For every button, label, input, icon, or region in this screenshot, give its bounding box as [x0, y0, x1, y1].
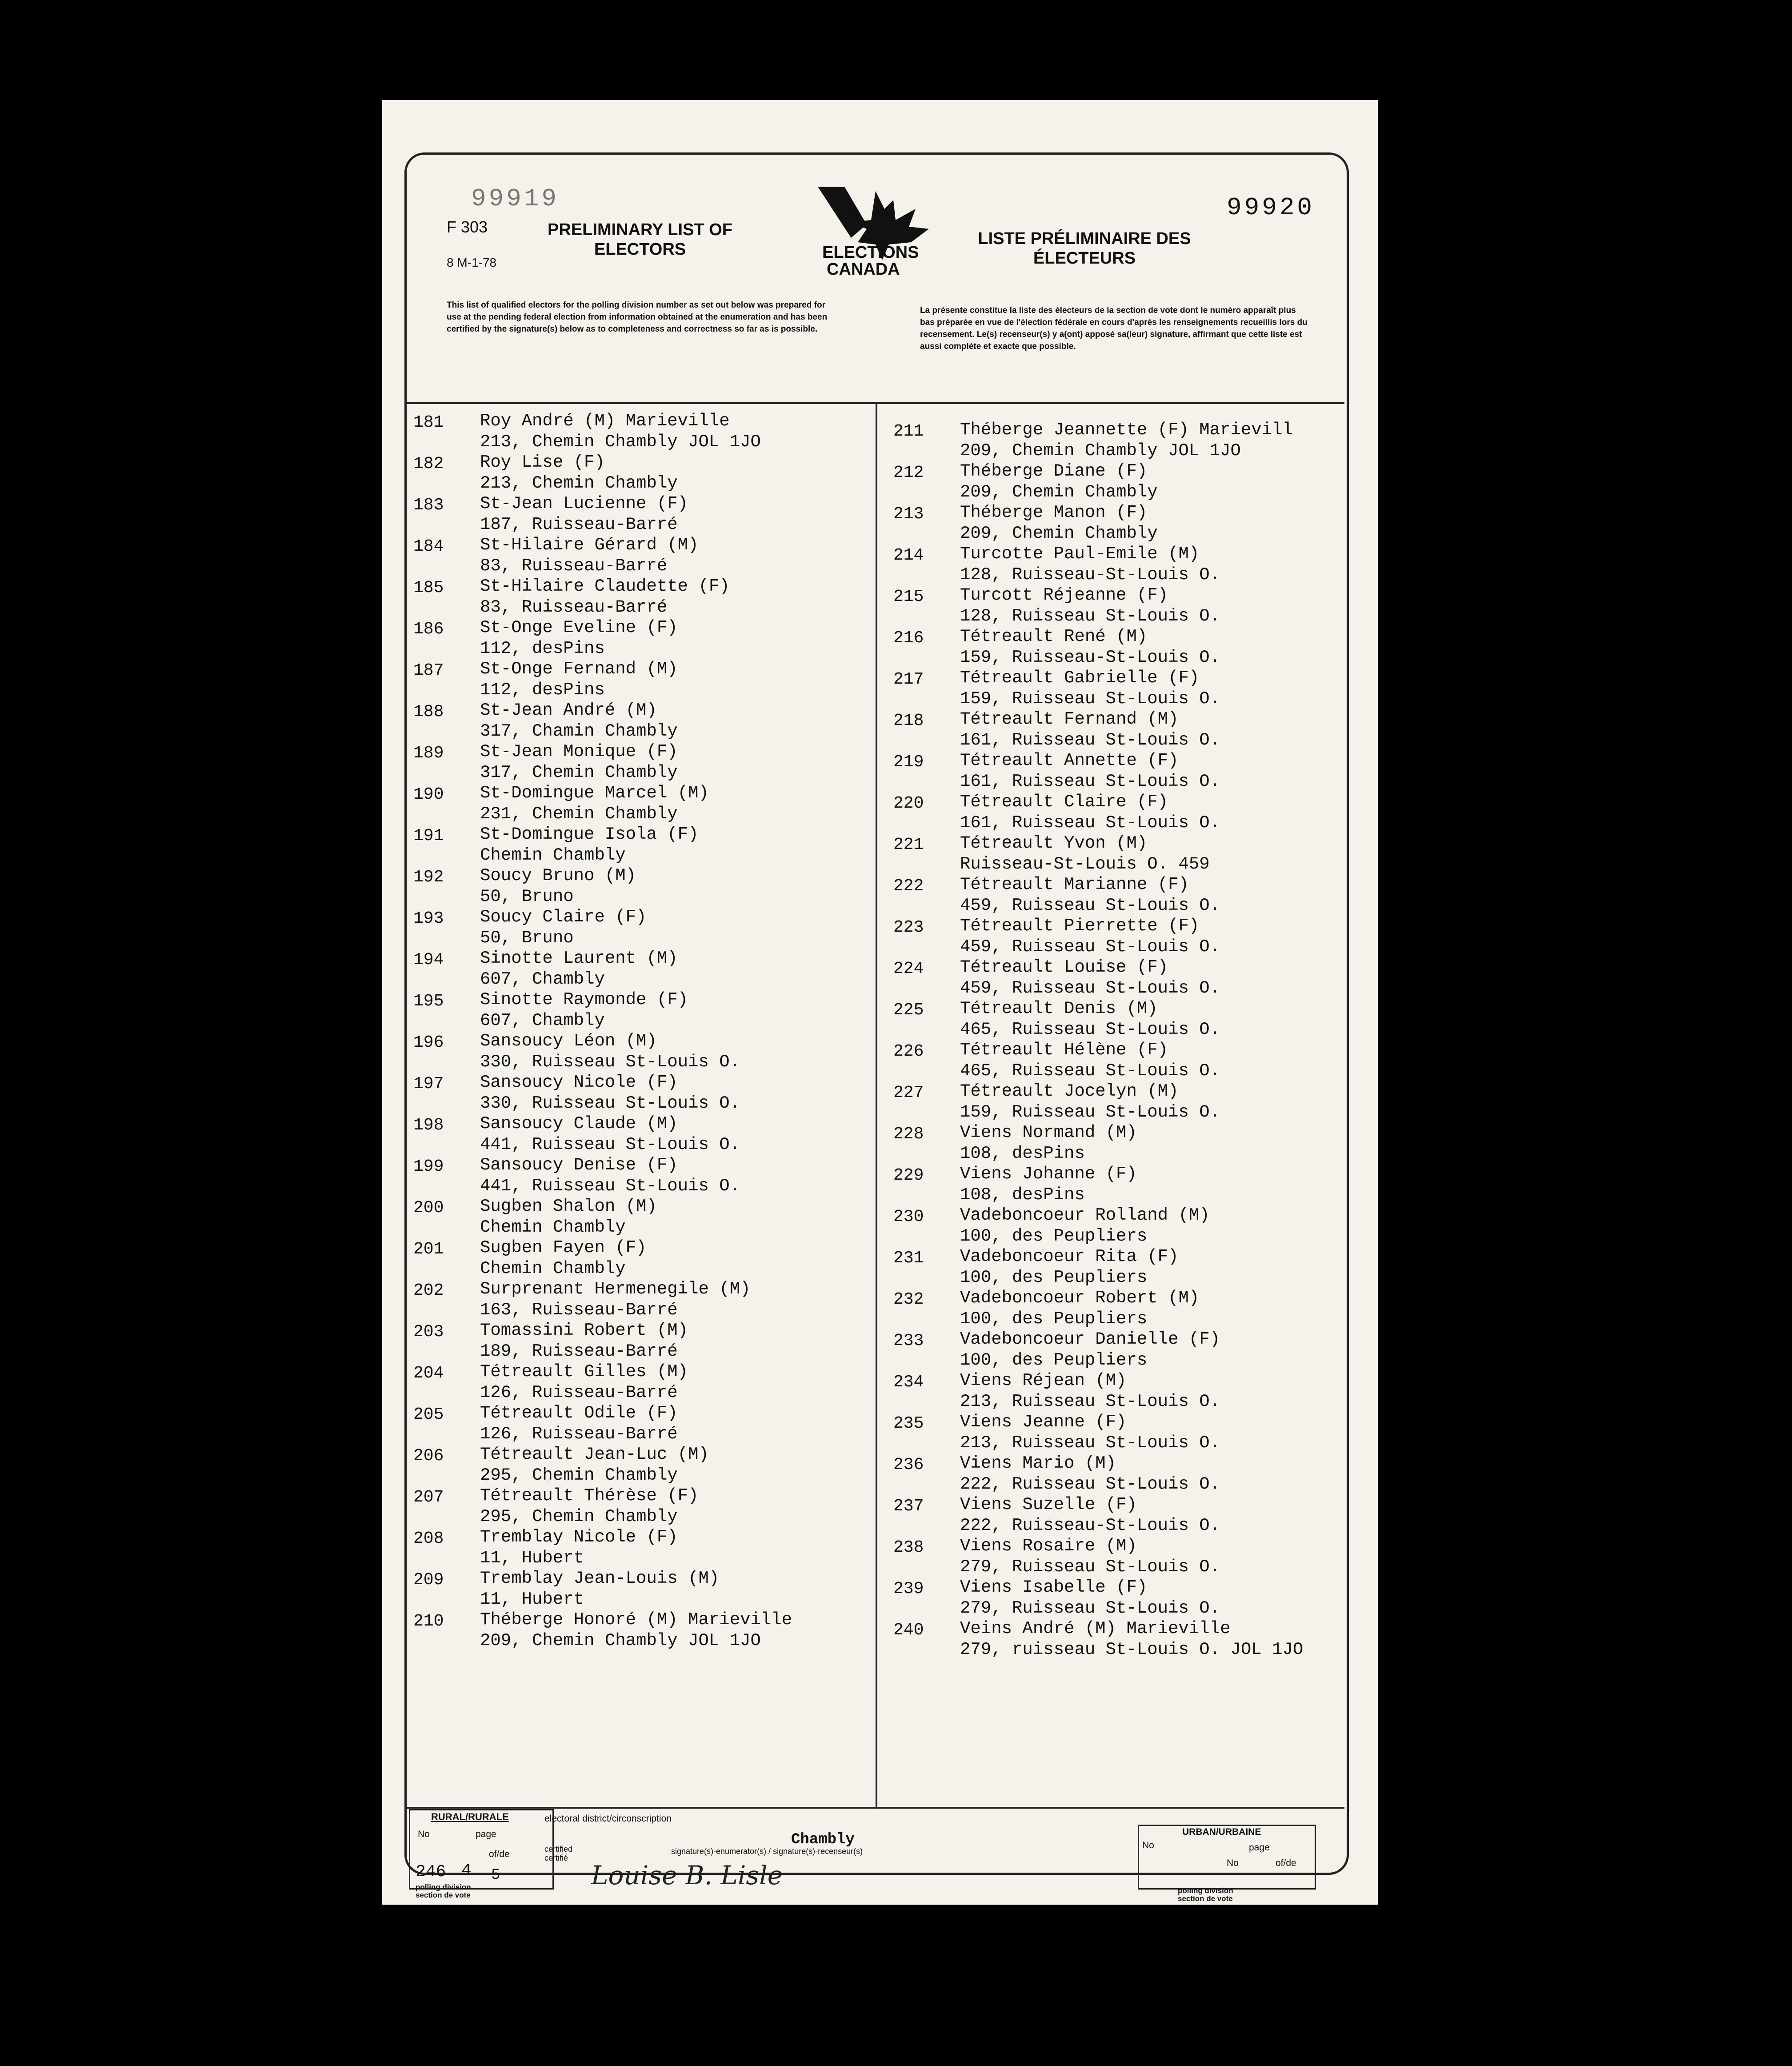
rural-page-label: page [476, 1829, 496, 1839]
rural-polling-division-label: polling division section de vote [416, 1883, 471, 1899]
elections-canada-logo [809, 182, 938, 280]
svg-text:ELECTIONS: ELECTIONS [822, 243, 919, 262]
intro-text-english: This list of qualified electors for the polling division number as set out below was prepared for use at the pending federal election from information obtained at the enumeration and has been certified by the signature(s) below as to completeness and correctness so far as is possible. [447, 300, 828, 334]
title-english: PRELIMINARY LIST OF ELECTORS [548, 220, 732, 259]
enumerator-signature: Louise B. Lisle [591, 1860, 783, 1890]
form-code: F 303 [447, 218, 488, 236]
urban-label: URBAN/URBAINE [1182, 1827, 1261, 1837]
footer-divider [407, 1807, 1344, 1809]
form-date: 8 M-1-78 [447, 256, 497, 269]
column-divider [876, 402, 877, 1807]
title-french: LISTE PRÉLIMINAIRE DES ÉLECTEURS [978, 229, 1191, 268]
certified-label: certified certifié [544, 1845, 573, 1862]
intro-text-french: La présente constitue la liste des électeurs de la section de vote dont le numéro apparaît plus bas préparée en vue de l'élection fédérale en cours d'après les renseignements recueillis lors du recensement. Le(s) recenseur(s) y a(ont) apposé sa(leur) signature, affirmant que cette liste est aussi complète et exacte que possible. [920, 306, 1308, 351]
serial-number-right: 99920 [1227, 193, 1315, 222]
district-label: electoral district/circonscription [544, 1814, 672, 1824]
rural-no-label: No [418, 1829, 430, 1839]
page-total: 5 [491, 1867, 500, 1884]
rural-of-label: of/de [489, 1849, 510, 1859]
rural-label: RURAL/RURALE [431, 1811, 509, 1822]
urban-page-no-label: No [1227, 1858, 1239, 1868]
serial-number-left: 99919 [471, 184, 560, 213]
page-number: 4 [461, 1861, 472, 1880]
urban-no-label: No [1142, 1840, 1154, 1850]
signature-label: signature(s)-enumerator(s) / signature(s)-recenseur(s) [671, 1847, 863, 1856]
polling-division-number: 246 [416, 1862, 446, 1882]
district-value: Chambly [791, 1831, 855, 1848]
urban-page-label: page [1249, 1842, 1270, 1853]
svg-text:CANADA: CANADA [827, 260, 900, 279]
elector-list-sheet: 99919 99920 F 303 8 M-1-78 PRELIMINARY LIST OF ELECTORS ELECTIONS CANADA LISTE PRÉLIMINAIRE DES ÉLECTEURS This list of qualified electors for the polling division number as set out below was prepared for use at the pending federal election from information obtained at the enumeration and has been certified by the signature(s) below as to completeness and correctness so far as is possible. La présente constitue la liste des électeurs de la section de vote dont le numéro apparaît plus bas préparée en vue de l'élection fédérale en cours d'après les renseignements recueillis lors du recensement. Le(s) recenseur(s) y a(ont) apposé sa(leur) signature, affirmant que cette liste est aussi complète et exacte que possible. 181 Roy André (M) Marieville 213, Chemin Chambly JOL 1JO 182 Roy Lise (F) 213, Chemin Chambly 183 St-Jean Lucienne (F) 187, Ruisseau-Barré 184 St-Hilaire Gérard (M) 83, Ruisseau-Barré 185 St-Hilaire Claudette (F) 83, Ruisseau-Barré 186 St-Onge Eveline (F) 112, desPins 187 St-Onge Fernand (M) 112, desPins 188 St-Jean André (M) 317, Chamin Chambly 189 St-Jean Monique (F) 317, Chemin Chambly 190 St-Domingue Marcel (M) 231, Chemin Chambly 191 St-Domingue Isola (F) Chemin Chambly 192 Soucy Bruno (M) 50, Bruno 193 Soucy Claire (F) 50, Bruno 194 Sinotte Laurent (M) 607, Chambly 195 Sinotte Raymonde (F) 607, Chambly 196 Sansoucy Léon (M) 330, Ruisseau St-Louis O. 197 Sansoucy Nicole (F) 330, Ruisseau St-Louis O. 198 Sansoucy Claude (M) 441, Ruisseau St-Louis O. 199 Sansoucy Denise (F) 441, Ruisseau St-Louis O. 200 Sugben Shalon (M) Chemin Chambly 201 Sugben Fayen (F) Chemin Chambly 202 Surprenant Hermenegile (M) 163, Ruisseau-Barré 203 Tomassini Robert (M) 189, Ruisseau-Barré 204 Tétreault Gilles (M) 126, Ruisseau-Barré 205 Tétreault Odile (F) 126, Ruisseau-Barré 206 Tétreault Jean-Luc (M) 295, Chemin Chambly 207 Tétreault Thérèse (F) 295, Chemin Chambly 208 Tremblay Nicole (F) 11, Hubert 209 Tremblay Jean-Louis (M) 11, Hubert 210 Théberge Honoré (M) Marieville 209, Chemin Chambly JOL 1JO 211 Théberge Jeannette (F) Marievill 209, Chemin Chambly JOL 1JO 212 Théberge Diane (F) 209, Chemin Chambly 213 Théberge Manon (F) 209, Chemin Chambly 214 Turcotte Paul-Emile (M) 128, Ruisseau-St-Louis O. 215 Turcott Réjeanne (F) 128, Ruisseau St-Louis O. 216 Tétreault René (M) 159, Ruisseau-St-Louis O. 217 Tétreault Gabrielle (F) 159, Ruisseau St-Louis O. 218 Tétreault Fernand (M) 161, Ruisseau St-Louis O. 219 Tétreault Annette (F) 161, Ruisseau St-Louis O. 220 Tétreault Claire (F) 161, Ruisseau St-Louis O. 221 Tétreault Yvon (M) Ruisseau-St-Louis O. 459 222 Tétreault Marianne (F) 459, Ruisseau St-Louis O. 223 Tétreault Pierrette (F) 459, Ruisseau St-Louis O. 224 Tétreault Louise (F) 459, Ruisseau St-Louis O. 225 Tétreault Denis (M) 465, Ruisseau St-Louis O. 226 Tétreault Hélène (F) 465, Ruisseau St-Louis O. 227 Tétreault Jocelyn (M) 159, Ruisseau St-Louis O. 228 Viens Normand (M) 108, desPins 229 Viens Johanne (F) 108, desPins 230 Vadeboncoeur Rolland (M) 100, des Peupliers 231 Vadeboncoeur Rita (F) 100, des Peupliers 232 Vadeboncoeur Robert (M) 100, des Peupliers 233 Vadeboncoeur Danielle (F) 100, des Peupliers 234 Viens Réjean (M) 213, Ruisseau St-Louis O. 235 Viens Jeanne (F) 213, Ruisseau St-Louis O. 236 Viens Mario (M) 222, Ruisseau St-Louis O. 237 Viens Suzelle (F) 222, Ruisseau-St-Louis O. 238 Viens Rosaire (M) 279, Ruisseau St-Louis O. 239 Viens Isabelle (F) 279, Ruisseau St-Louis O. 240 Veins André (M) Marieville 279, ruisseau St-Louis O. JOL 1JO RURAL/RURALE No page of/de 246 4 5 polling division section de vote electoral district/circonscription Chambly certified certifié signature(s)-enumerator(s) / signature(s)-recenseur(s) Louise B. Lisle URBAN/URBAINE No page No of/de polling division section de vote [382, 100, 1378, 1905]
urban-polling-division-label: polling division section de vote [1178, 1886, 1233, 1903]
urban-of-label: of/de [1276, 1858, 1296, 1868]
